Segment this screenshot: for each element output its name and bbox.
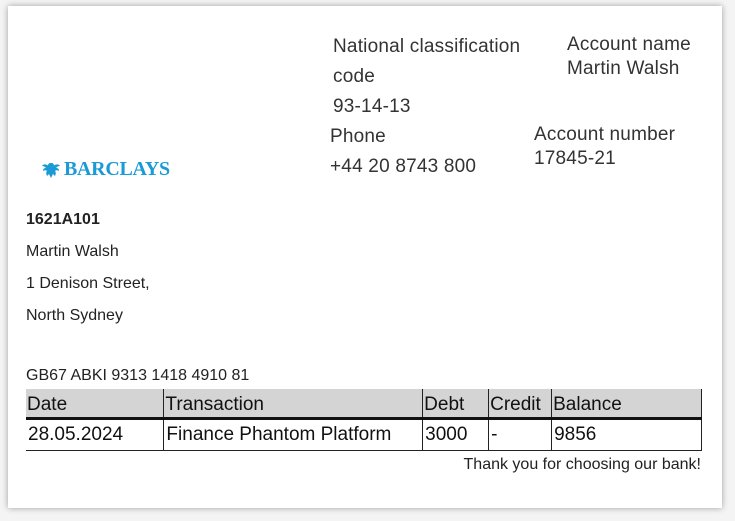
ncc-label-line2: code — [333, 66, 376, 87]
phone-value: +44 20 8743 800 — [330, 156, 477, 177]
cell-transaction: Finance Phantom Platform — [164, 419, 423, 451]
bank-statement — [8, 6, 722, 508]
address-line1: 1 Denison Street, — [26, 275, 150, 292]
ncc-value: 93-14-13 — [333, 96, 411, 117]
column-header-debt: Debt — [423, 389, 489, 419]
column-header-transaction: Transaction — [164, 389, 423, 419]
table-header-row — [26, 389, 702, 419]
ncc-label-line1: National classification — [333, 36, 521, 57]
account-number-label: Account number — [534, 124, 676, 145]
bank-logo — [41, 158, 170, 181]
eagle-icon — [41, 160, 61, 180]
table-row — [26, 419, 702, 451]
column-header-date: Date — [26, 389, 164, 419]
column-header-credit: Credit — [489, 389, 552, 419]
footer-thanks: Thank you for choosing our bank! — [463, 456, 701, 473]
account-number-value: 17845-21 — [534, 148, 616, 169]
customer-reference: 1621A101 — [26, 211, 100, 228]
cell-balance: 9856 — [552, 419, 702, 451]
customer-name: Martin Walsh — [26, 243, 119, 260]
column-header-balance: Balance — [552, 389, 702, 419]
cell-date: 28.05.2024 — [26, 419, 164, 451]
account-name-label: Account name — [567, 34, 691, 55]
account-name-value: Martin Walsh — [567, 58, 680, 79]
transactions-table — [26, 389, 702, 451]
cell-debt: 3000 — [423, 419, 489, 451]
cell-credit: - — [489, 419, 552, 451]
address-line2: North Sydney — [26, 307, 123, 324]
bank-logo-text: BARCLAYS — [64, 158, 170, 180]
phone-label: Phone — [330, 126, 386, 147]
iban: GB67 ABKI 9313 1418 4910 81 — [26, 367, 250, 384]
